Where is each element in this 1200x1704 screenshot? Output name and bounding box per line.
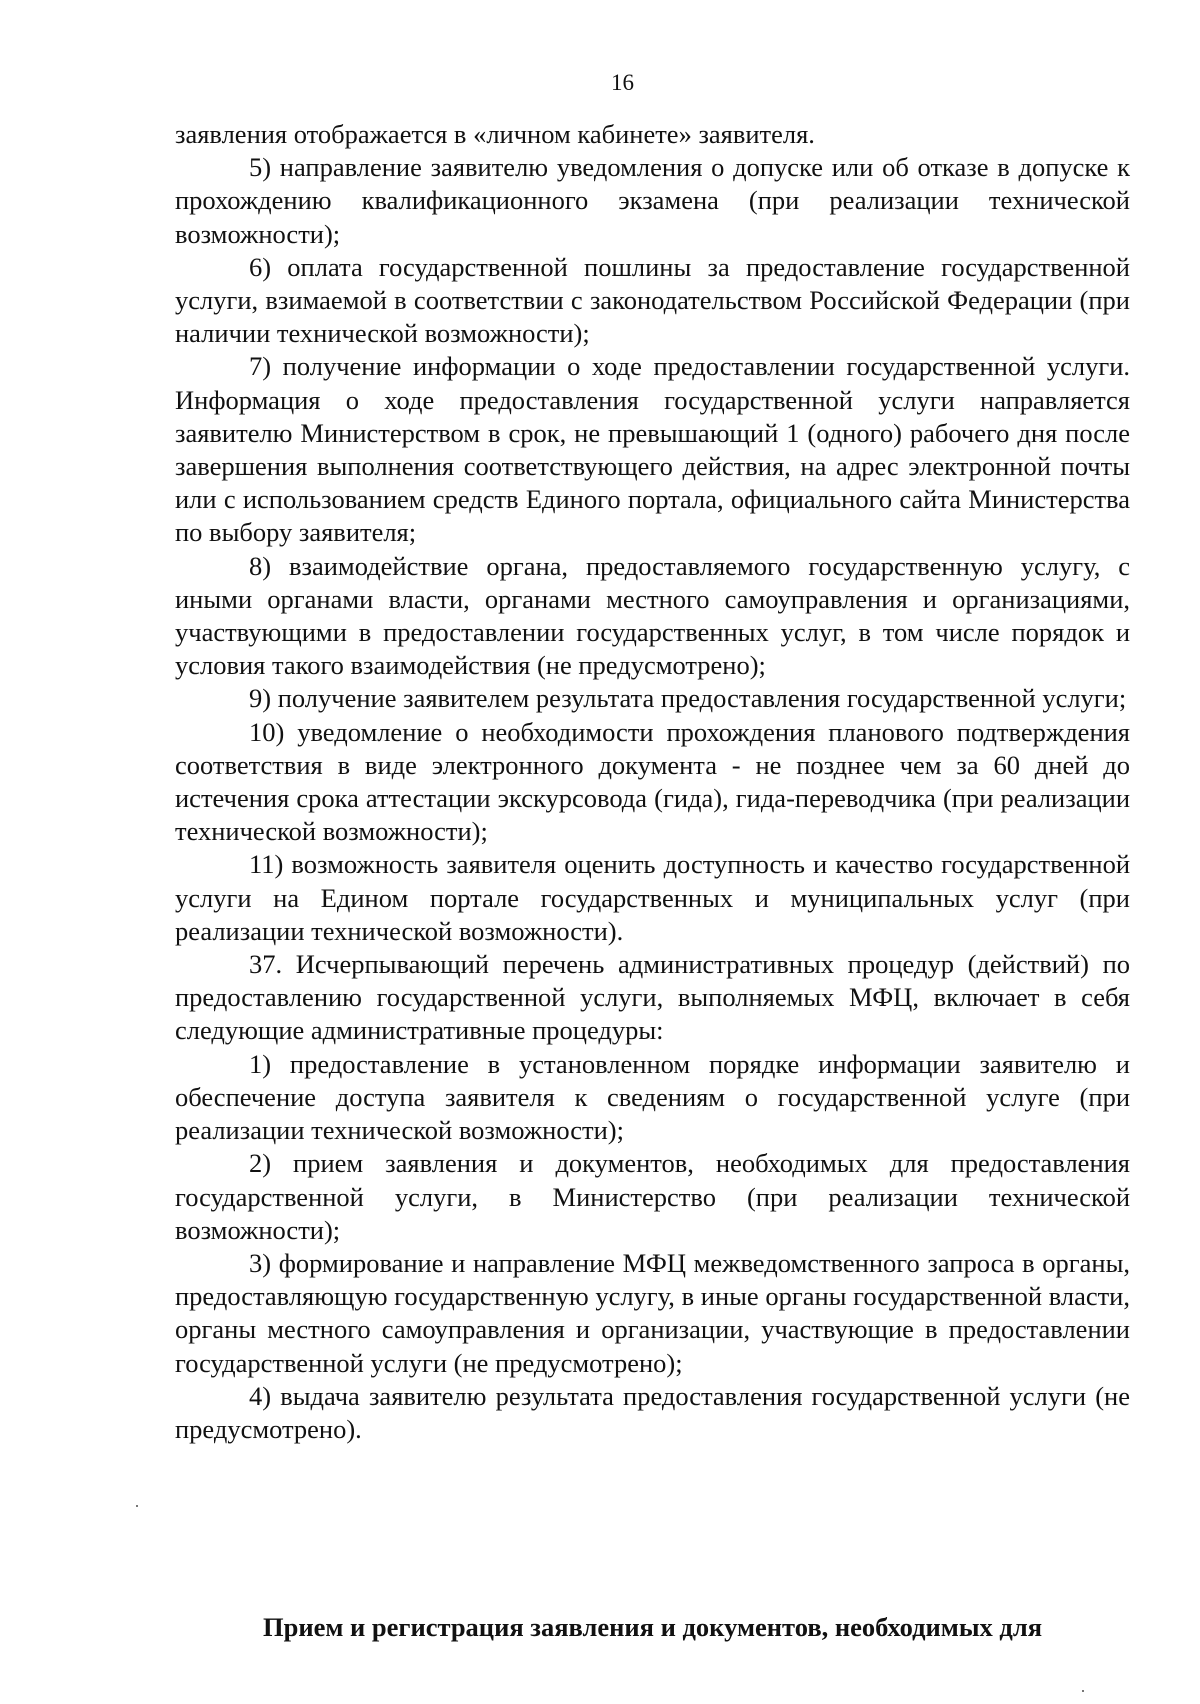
body-text — [175, 118, 1130, 1446]
scan-speck — [136, 1505, 138, 1507]
paragraph-mfc-item-4: 4) выдача заявителю результата предоставления государственной услуги (не предусмотрено). — [175, 1380, 1130, 1444]
paragraph-item-5: 5) направление заявителю уведомления о допуске или об отказе в допуске к прохождению квалификационного экзамена (при реализации технической возможности); — [175, 152, 1130, 249]
paragraph-item-11: 11) возможность заявителя оценить доступность и качество государственной услуги на Едином портале государственных и муниципальных услуг (при реализации технической возможности). — [175, 849, 1130, 946]
paragraph-mfc-item-3: 3) формирование и направление МФЦ межведомственного запроса в органы, предоставляющую государственную услугу, в иные органы государственной власти, органы местного самоуправления и организации, участвующие в предоставлении государственной услуги (не предусмотрено); — [175, 1247, 1130, 1378]
scan-speck — [1082, 1690, 1084, 1692]
paragraph-clause-37: 37. Исчерпывающий перечень административных процедур (действий) по предоставлению государственной услуги, выполняемых МФЦ, включает в себя следующие административные процедуры: — [175, 949, 1130, 1046]
paragraph-mfc-item-2: 2) прием заявления и документов, необходимых для предоставления государственной услуги, в Министерство (при реализации технической возможности); — [175, 1148, 1130, 1245]
paragraph-item-9: 9) получение заявителем результата предоставления государственной услуги; — [249, 683, 1127, 714]
paragraph-item-8: 8) взаимодействие органа, предоставляемого государственную услугу, с иными органами власти, органами местного самоуправления и организациями, участвующими в предоставлении государственных услуг, в том числе порядок и условия такого взаимодействия (не предусмотрено); — [175, 550, 1130, 681]
paragraph-mfc-item-1: 1) предоставление в установленном порядке информации заявителю и обеспечение доступа заявителя к сведениям о государственной услуге (при реализации технической возможности); — [175, 1048, 1130, 1146]
paragraph-continuation: заявления отображается в «личном кабинете» заявителя. — [175, 119, 815, 149]
paragraph-item-10: 10) уведомление о необходимости прохождения планового подтверждения соответствия в виде электронного документа - не позднее чем за 60 дней до истечения срока аттестации экскурсовода (гида), гида-переводчика (при реализации технической возможности); — [175, 716, 1130, 847]
section-heading: Прием и регистрация заявления и документов, необходимых для — [262, 1612, 1043, 1642]
paragraph-item-6: 6) оплата государственной пошлины за предоставление государственной услуги, взимаемой в соответствии с законодательством Российской Федерации (при наличии технической возможности); — [175, 251, 1130, 349]
paragraph-item-7: 7) получение информации о ходе предоставлении государственной услуги. Информация о ходе предоставления государственной услуги направляется заявителю Министерством в срок, не превышающий 1 (одного) рабочего дня после завершения выполнения соответствующего действия, на адрес электронной почты или с использованием средств Единого портала, официального сайта Министерства по выбору заявителя; — [175, 351, 1130, 548]
page-number: 16 — [611, 70, 634, 95]
